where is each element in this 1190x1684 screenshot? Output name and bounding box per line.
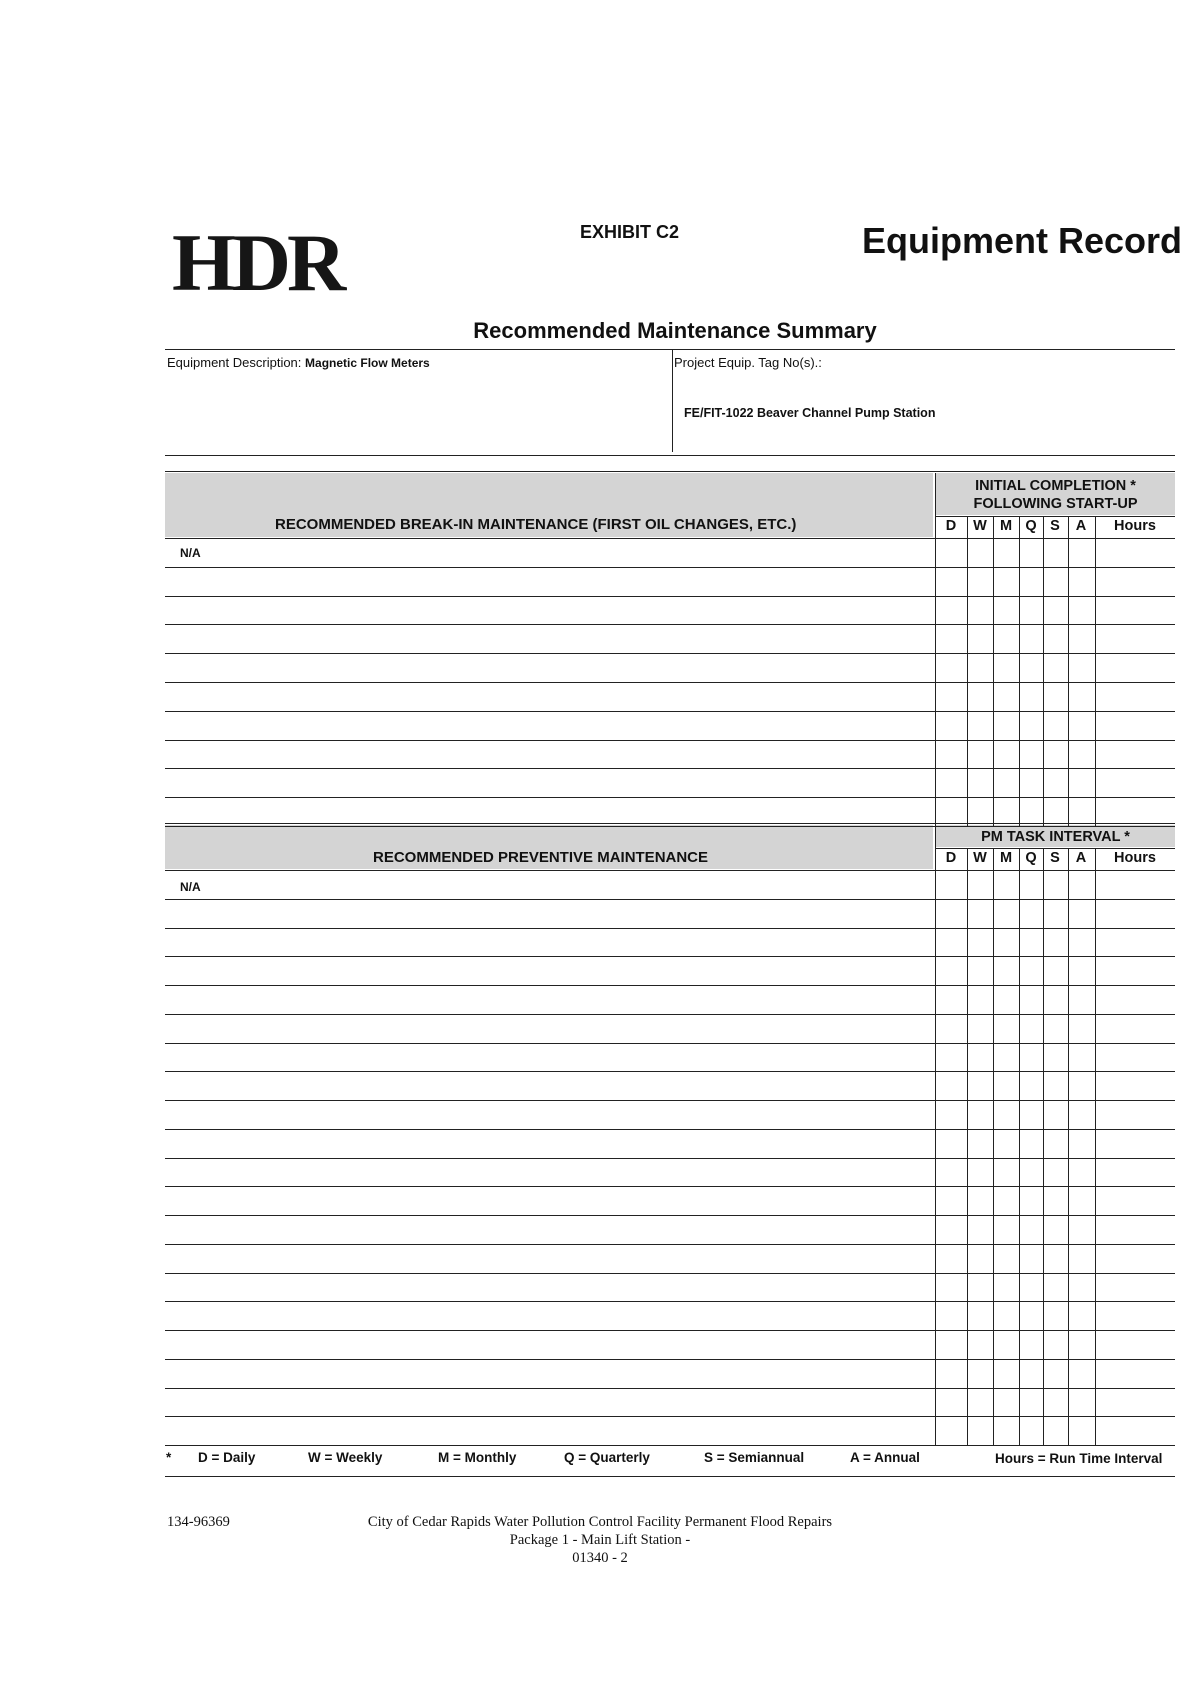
breakin-col-m: M (999, 518, 1013, 534)
rule-line (165, 624, 1175, 625)
column-line (1043, 848, 1044, 1445)
column-line (1095, 516, 1096, 826)
exhibit-label: EXHIBIT C2 (580, 222, 680, 242)
divider (165, 349, 1175, 350)
project-number: 134-96369 (167, 1514, 230, 1530)
document-title: Equipment Record (862, 220, 1183, 261)
legend-weekly: W = Weekly (308, 1450, 383, 1465)
preventive-col-m: M (999, 850, 1013, 866)
preventive-col-a: A (1075, 850, 1087, 866)
footer-line1: City of Cedar Rapids Water Pollution Control Facility Permanent Flood Repairs (367, 1514, 833, 1530)
column-line (1068, 516, 1069, 826)
footer-line2: Package 1 - Main Lift Station - (509, 1532, 691, 1548)
breakin-section-title: RECOMMENDED BREAK-IN MAINTENANCE (FIRST OIL CHANGES, ETC.) (275, 516, 797, 533)
legend-quarterly: Q = Quarterly (564, 1450, 650, 1465)
column-line (1019, 848, 1020, 1445)
rule-line (165, 596, 1175, 597)
column-line (993, 516, 994, 826)
breakin-header-line2: FOLLOWING START-UP (973, 496, 1138, 512)
column-line (1043, 516, 1044, 826)
rule-line (165, 1359, 1175, 1360)
column-line (1095, 848, 1096, 1445)
divider (672, 349, 673, 452)
legend-semiannual: S = Semiannual (704, 1450, 805, 1465)
divider (165, 455, 1175, 456)
rule-line (165, 768, 1175, 769)
form-subtitle: Recommended Maintenance Summary (473, 318, 877, 343)
rule-line (165, 1215, 1175, 1216)
tag-number-value: FE/FIT-1022 Beaver Channel Pump Station (684, 406, 936, 420)
rule-line (165, 1014, 1175, 1015)
legend-annual: A = Annual (850, 1450, 920, 1465)
equipment-description-value: Magnetic Flow Meters (305, 356, 430, 370)
breakin-entry: N/A (180, 546, 201, 560)
breakin-col-s: S (1050, 518, 1060, 534)
equipment-description-label: Equipment Description: (167, 355, 302, 370)
tag-number-label: Project Equip. Tag No(s).: (674, 355, 822, 370)
preventive-interval-header: PM TASK INTERVAL * (981, 829, 1130, 845)
divider (165, 1476, 1175, 1477)
rule-line (165, 567, 1175, 568)
preventive-section-title: RECOMMENDED PREVENTIVE MAINTENANCE (373, 849, 709, 866)
preventive-col-hours: Hours (1114, 850, 1156, 866)
rule-line (165, 1100, 1175, 1101)
breakin-col-a: A (1075, 518, 1087, 534)
legend-hours: Hours = Run Time Interval (995, 1451, 1163, 1466)
breakin-col-q: Q (1025, 518, 1037, 534)
rule-line (165, 1273, 1175, 1274)
rule-line (936, 848, 1175, 849)
rule-line (165, 1043, 1175, 1044)
preventive-entry: N/A (180, 880, 201, 894)
rule-line (165, 870, 1175, 871)
hdr-logo: HDR (172, 217, 343, 308)
column-line (935, 473, 936, 826)
breakin-col-d: D (945, 518, 957, 534)
rule-line (165, 682, 1175, 683)
rule-line (165, 823, 1175, 824)
column-line (993, 848, 994, 1445)
column-line (1019, 516, 1020, 826)
legend-star: * (166, 1450, 172, 1465)
rule-line (165, 711, 1175, 712)
equipment-description (167, 355, 430, 370)
rule-line (165, 538, 1175, 539)
preventive-col-q: Q (1025, 850, 1037, 866)
rule-line (165, 1186, 1175, 1187)
rule-line (165, 1158, 1175, 1159)
legend-monthly: M = Monthly (438, 1450, 517, 1465)
footer-line3: 01340 - 2 (572, 1550, 628, 1566)
rule-line (165, 1071, 1175, 1072)
divider (165, 471, 1175, 472)
breakin-interval-header (936, 477, 1175, 513)
divider (165, 1445, 1175, 1446)
rule-line (165, 653, 1175, 654)
rule-line (165, 740, 1175, 741)
column-line (967, 848, 968, 1445)
column-line (935, 825, 936, 1445)
rule-line (165, 1388, 1175, 1389)
rule-line (165, 1330, 1175, 1331)
preventive-col-w: W (973, 850, 987, 866)
breakin-col-w: W (973, 518, 987, 534)
column-line (1068, 848, 1069, 1445)
rule-line (165, 928, 1175, 929)
legend-daily: D = Daily (198, 1450, 256, 1465)
preventive-col-s: S (1050, 850, 1060, 866)
preventive-col-d: D (945, 850, 957, 866)
column-line (967, 516, 968, 826)
rule-line (165, 985, 1175, 986)
rule-line (165, 956, 1175, 957)
rule-line (165, 1416, 1175, 1417)
rule-line (165, 899, 1175, 900)
breakin-col-hours: Hours (1114, 518, 1156, 534)
rule-line (165, 826, 1175, 827)
breakin-header-line1: INITIAL COMPLETION * (975, 478, 1136, 494)
rule-line (165, 797, 1175, 798)
footer-project-title (300, 1513, 900, 1567)
rule-line (936, 516, 1175, 517)
rule-line (165, 1129, 1175, 1130)
rule-line (165, 1244, 1175, 1245)
rule-line (165, 1301, 1175, 1302)
